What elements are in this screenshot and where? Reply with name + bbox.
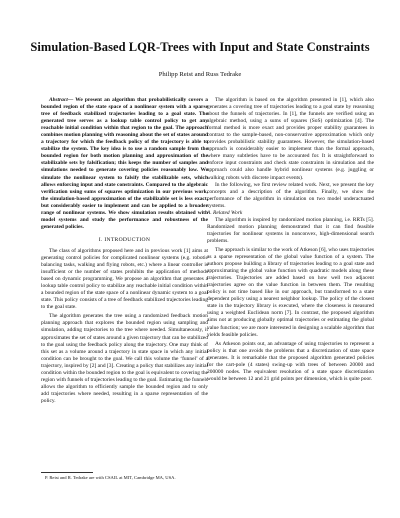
left-column [41, 97, 208, 405]
abstract-text: — We present an algorithm that probabilistically covers a bounded region of the state space of a nonlinear system with a sparse tree of feedback stabilized trajectories leading to a goal state. The generated tree serves as a lookup table control policy to get any reachable initial condition within that region to the goal. The approach combines motion planning with reasoning about the set of states around a trajectory for which the feedback policy of the trajectory is able to stabilize the system. The key idea is to use a random sample from the bounded region for both motion planning and approximation of the stabilizable sets by falsification; this keeps the number of samples and simulations needed to generate covering policies reasonably low. We simulate the nonlinear system to falsify the stabilizable sets, which allows enforcing input and state constraints. Compared to the algebraic verification using sums of squares optimization in our previous work, the simulation-based approximation of the stabilizable set is less exact, but considerably easier to implement and can be applied to a broader range of nonlinear systems. We show simulation results obtained with model systems and study the performance and robustness of the generated policies. [41, 97, 208, 230]
related-work-paragraph-3: As Atkeson points out, an advantage of using trajectories to represent a policy is that one avoids the problems that a discretization of state space generates. It is remarkable that the proposed algorithm generated policies for the cart-pole (4 states) swing-up with trees of between 20000 and 200000 nodes. The equivalent resolution of a state space discretization would be between 12 and 21 grid points per dimension, which is quite poor. [207, 340, 374, 382]
subsection-heading-related-work: A. Related Work [207, 209, 243, 216]
intro-paragraph-2: The algorithm generates the tree using a randomized feedback motion planning approach that explores the bounded region using sampling and simulation, adding trajectories to the tree where needed. Simultaneously, it approximates the set of states around a given trajectory that can be stabilized to the goal using the feedback policy along the trajectory. One may think of this set as a volume around a trajectory in state space in which any initial condition can be brought to the goal. We call this volume the ‘funnel’ of a trajectory, inspired by [2] and [3]. Creating a policy that stabilizes any initial condition within the bounded region to the goal is equivalent to covering the region with funnels of trajectories leading to the goal. Estimating the funnels allows the algorithm to efficiently sample the bounded region and to only add trajectories where needed, resulting in a sparse representation of the policy. [41, 313, 209, 404]
intro-paragraph-1: The class of algorithms proposed here and in previous work [1] aims at generating control policies for complicated nonlinear systems (e.g. robotic balancing tasks, walking and flying robots, etc.) where a linear controller is insufficient or the number of states prohibits the application of methods based on dynamic programming. We propose an algorithm that generates a lookup table control policy to stabilize any reachable initial condition within a bounded region of the state space of a nonlinear dynamic system to a goal state. This policy consists of a tree of feedback stabilized trajectories leading to the goal state. [41, 247, 208, 311]
abstract-label: Abstract [49, 97, 68, 103]
abstract [41, 97, 208, 231]
related-work-paragraph-2: The approach is similar to the work of Atkeson [6], who uses trajectories as a sparse representation of the global value function of a system. The authors propose building a library of trajectories leading to a goal state and approximating the global value function with quadratic models along these trajectories. Trajectories are added based on how well two adjacent trajectories agree on the value function in between them. The resulting policy is not time based like in our approach, but transformed to a state dependent policy using a nearest neighbor lookup. The policy of the closest state in the trajectory library is executed, where the closeness is measured using a weighted Euclidean norm [7]. In contrast, the proposed algorithm aims not at producing globally optimal trajectories or estimating the global value function; we are more interested in designing a scalable algorithm that yields feasible policies. [207, 246, 374, 338]
right-column [207, 97, 374, 383]
author-line: Philipp Reist and Russ Tedrake [158, 71, 242, 78]
paper-title: Simulation-Based LQR-Trees with Input and State Constraints [30, 40, 370, 54]
intro-paragraph-4: In the following, we first review related work. Next, we present the key concepts and a description of the algorithm. Finally, we show the performance of the algorithm in simulation on two model underactuated systems. [207, 181, 374, 209]
affiliation-footnote: P. Reist and R. Tedrake are with CSAIL at MIT, Cambridge MA, USA. [45, 475, 176, 480]
section-heading-introduction: I. INTRODUCTION [98, 236, 151, 243]
related-work-paragraph-1: The algorithm is inspired by randomized motion planning, i.e. RRTs [5]. Randomized motion planning demonstrated that it can find feasible trajectories for nonlinear systems in nonconvex, high-dimensional search problems. [207, 216, 374, 244]
intro-paragraph-3: The algorithm is based on the algorithm presented in [1], which also generates a covering tree of trajectories leading to a goal state by reasoning about the funnels of trajectories. In [1], the funnels are verified using an algebraic method, using a sums of squares (SoS) optimization [4]. The formal method is more exact and provides proper stability guarantees in contrast to the sample-based, non-conservative approximation which only provides probabilistic stability guarantees. However, the simulation-based approach is considerably easier to implement than the formal approach, where many subtleties have to be accounted for. It is straightforward to enforce input constraints and check state constraints in simulation and the approach could also handle hybrid nonlinear systems (e.g. juggling or walking robots with discrete impact events). [207, 97, 374, 181]
footnote-rule [41, 472, 93, 473]
